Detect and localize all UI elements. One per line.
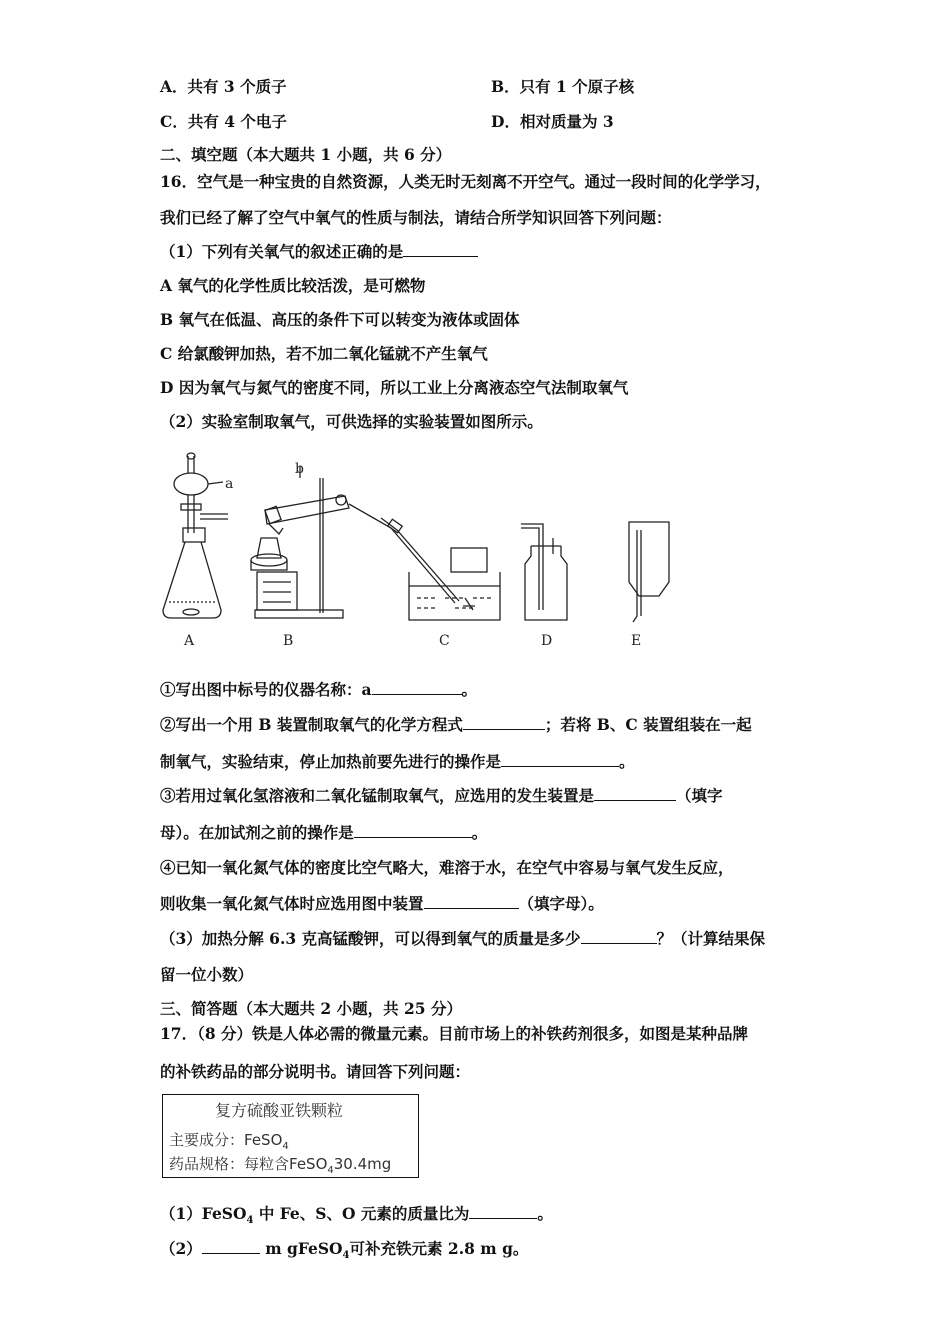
q16-choice-c: C 给氯酸钾加热，若不加二氧化锰就不产生氧气 <box>160 344 488 363</box>
q17-part2-text: （2） <box>160 1239 202 1258</box>
q16-sub1 <box>160 680 477 700</box>
q17-part2-sub: 4 <box>342 1250 350 1262</box>
q16-sub2-l2-end: 。 <box>619 752 635 771</box>
q17-part1-text: （1）FeSO <box>160 1204 247 1223</box>
q16-choice-d: D 因为氧气与氮气的密度不同，所以工业上分离液态空气法制取氧气 <box>160 378 629 397</box>
q16-part3-line2: 留一位小数） <box>160 965 254 984</box>
section-heading-short-answer: 三、简答题（本大题共 2 小题，共 25 分） <box>160 999 462 1018</box>
medicine-label <box>162 1094 419 1178</box>
apparatus-d <box>521 524 567 620</box>
q16-sub4-line2 <box>160 894 604 914</box>
option-d: D．相对质量为 3 <box>491 112 614 131</box>
q17-part1-sub: 4 <box>246 1215 254 1227</box>
q16-sub3-l2-end: 。 <box>471 823 488 842</box>
apparatus-b <box>251 466 377 618</box>
q16-sub2-line2 <box>160 752 635 772</box>
q16-part3-end: ？（计算结果保 <box>656 929 766 948</box>
q16-sub4-l2-end: （填字母）。 <box>518 894 604 913</box>
q16-part1 <box>160 242 478 262</box>
answer-blank[interactable] <box>424 894 519 909</box>
q16-sub3-l2-text: 母）。在加试剂之前的操作是 <box>160 823 354 842</box>
q16-choice-a: A 氧气的化学性质比较活泼，是可燃物 <box>160 276 426 295</box>
q16-sub2-mid: ；若将 B、C 装置组装在一起 <box>544 715 752 734</box>
q16-sub3-line2 <box>160 823 487 843</box>
q17-part1 <box>160 1204 553 1231</box>
ingredient-sub: 4 <box>282 1141 289 1152</box>
q16-sub3-text: ③若用过氧化氢溶液和二氧化锰制取氧气，应选用的发生装置是 <box>160 786 595 805</box>
q16-part3 <box>160 929 765 949</box>
q17-part2-mid: m gFeSO <box>259 1239 343 1258</box>
q16-sub2 <box>160 715 752 735</box>
option-b: B．只有 1 个原子核 <box>491 77 635 96</box>
option-a: A．共有 3 个质子 <box>160 77 287 96</box>
q16-sub2-text: ②写出一个用 B 装置制取氧气的化学方程式 <box>160 715 463 734</box>
section-heading-fill-in: 二、填空题（本大题共 1 小题，共 6 分） <box>160 145 452 164</box>
q17-stem-line1: 17．（8 分）铁是人体必需的微量元素。目前市场上的补铁药剂很多，如图是某种品牌 <box>160 1024 749 1043</box>
spec-sub: 4 <box>327 1165 334 1176</box>
label-A: A <box>184 633 195 649</box>
answer-blank[interactable] <box>354 823 472 838</box>
label-a: a <box>225 476 234 492</box>
q16-part1-text: （1）下列有关氧气的叙述正确的是 <box>160 242 404 261</box>
label-B: B <box>283 633 294 649</box>
q16-sub3-end: （填字 <box>676 786 723 805</box>
q16-sub4-l2-text: 则收集一氧化氮气体时应选用图中装置 <box>160 894 424 913</box>
ingredient-label: 主要成分： <box>169 1131 245 1149</box>
q16-stem-line2: 我们已经了解了空气中氧气的性质与制法，请结合所学知识回答下列问题： <box>160 208 672 227</box>
label-D: D <box>541 633 553 649</box>
q16-sub2-l2-text: 制氧气，实验结束，停止加热前要先进行的操作是 <box>160 752 502 771</box>
medicine-ingredient <box>169 1129 289 1152</box>
medicine-title: 复方硫酸亚铁颗粒 <box>215 1101 344 1120</box>
q16-part3-text: （3）加热分解 6.3 克高锰酸钾，可以得到氧气的质量是多少 <box>160 929 581 948</box>
delivery-tube <box>377 520 455 603</box>
spec-value: 每粒含FeSO <box>244 1155 328 1173</box>
apparatus-e <box>629 522 669 622</box>
q17-part2-end: 可补充铁元素 2.8 m g。 <box>349 1239 529 1258</box>
option-c: C．共有 4 个电子 <box>160 112 287 131</box>
q17-part1-end: 。 <box>537 1204 553 1223</box>
answer-blank[interactable] <box>202 1239 260 1254</box>
label-E: E <box>631 633 642 649</box>
spec-label: 药品规格： <box>169 1155 245 1173</box>
answer-blank[interactable] <box>403 242 478 257</box>
q16-sub4: ④已知一氧化氮气体的密度比空气略大，难溶于水，在空气中容易与氧气发生反应， <box>160 858 734 877</box>
q16-sub1-text: ①写出图中标号的仪器名称：a <box>160 680 372 699</box>
apparatus-a <box>163 453 228 618</box>
q16-sub1-end: 。 <box>461 680 478 699</box>
answer-blank[interactable] <box>581 929 657 944</box>
answer-blank[interactable] <box>594 786 676 801</box>
q17-part1-text2: 中 Fe、S、O 元素的质量比为 <box>253 1204 470 1223</box>
q17-stem-line2: 的补铁药品的部分说明书。请回答下列问题： <box>160 1062 471 1081</box>
q16-part2: （2）实验室制取氧气，可供选择的实验装置如图所示。 <box>160 412 543 431</box>
spec-value-2: 30.4mg <box>333 1155 392 1173</box>
answer-blank[interactable] <box>463 715 545 730</box>
q16-sub3 <box>160 786 723 806</box>
q16-choice-b: B 氧气在低温、高压的条件下可以转变为液体或固体 <box>160 310 520 329</box>
label-C: C <box>439 633 450 649</box>
answer-blank[interactable] <box>372 680 462 695</box>
medicine-spec <box>169 1153 391 1176</box>
q16-stem-line1: 16．空气是一种宝贵的自然资源，人类无时无刻离不开空气。通过一段时间的化学学习， <box>160 172 771 191</box>
answer-blank[interactable] <box>501 752 619 767</box>
label-b: b <box>295 461 304 477</box>
ingredient-value: FeSO <box>244 1131 283 1149</box>
q17-part2 <box>160 1239 528 1266</box>
apparatus-figure <box>155 448 685 658</box>
answer-blank[interactable] <box>469 1204 537 1219</box>
